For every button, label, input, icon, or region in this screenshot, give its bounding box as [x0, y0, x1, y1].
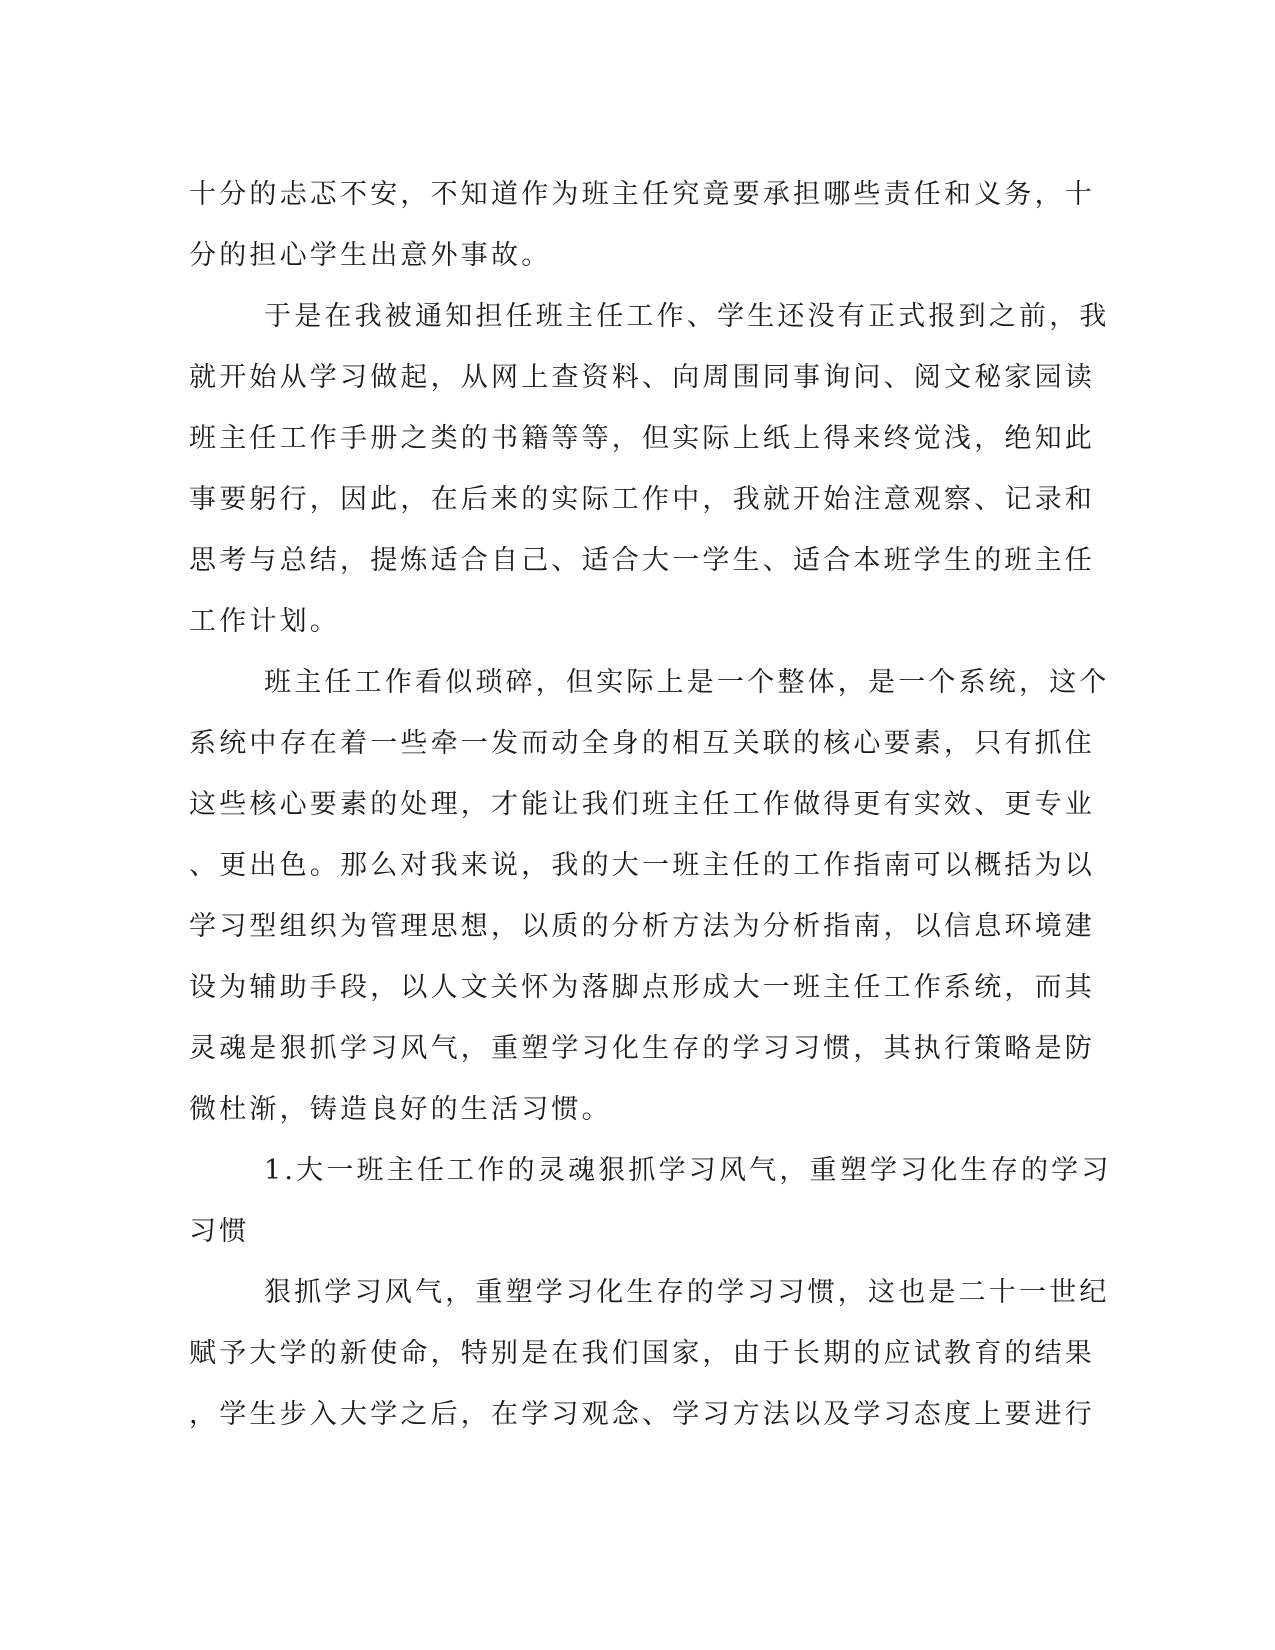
section-heading-line: 1.大一班主任工作的灵魂狠抓学习风气，重塑学习化生存的学习 — [264, 1155, 1112, 1186]
text-line: 微杜渐，铸造良好的生活习惯。 — [189, 1094, 612, 1125]
text-line: 设为辅助手段，以人文关怀为落脚点形成大一班主任工作系统，而其 — [189, 972, 1095, 1003]
text-line: 班主任工作手册之类的书籍等等，但实际上纸上得来终觉浅，绝知此 — [189, 423, 1095, 454]
text-line: 十分的忐忑不安，不知道作为班主任究竟要承担哪些责任和义务，十 — [189, 179, 1095, 210]
text-line: 就开始从学习做起，从网上查资料、向周围同事询问、阅文秘家园读 — [189, 362, 1095, 393]
text-line: 系统中存在着一些牵一发而动全身的相互关联的核心要素，只有抓住 — [189, 728, 1095, 759]
text-line: 灵魂是狠抓学习风气，重塑学习化生存的学习习惯，其执行策略是防 — [189, 1033, 1095, 1064]
text-line: 事要躬行，因此，在后来的实际工作中，我就开始注意观察、记录和 — [189, 484, 1095, 515]
text-line: 这些核心要素的处理，才能让我们班主任工作做得更有实效、更专业 — [189, 789, 1095, 820]
section-heading-line: 习惯 — [189, 1216, 250, 1247]
text-line: 工作计划。 — [189, 606, 340, 637]
text-line: 分的担心学生出意外事故。 — [189, 240, 552, 271]
paragraph-start-line: 班主任工作看似琐碎，但实际上是一个整体，是一个系统，这个 — [264, 667, 1110, 698]
body-text — [189, 164, 1112, 1445]
paragraph-start-line: 狠抓学习风气，重塑学习化生存的学习习惯，这也是二十一世纪 — [264, 1277, 1110, 1308]
text-line: 赋予大学的新使命，特别是在我们国家，由于长期的应试教育的结果 — [189, 1338, 1095, 1369]
text-line: 思考与总结，提炼适合自己、适合大一学生、适合本班学生的班主任 — [189, 545, 1095, 576]
text-line: 、更出色。那么对我来说，我的大一班主任的工作指南可以概括为以 — [189, 850, 1095, 881]
text-line: ，学生步入大学之后，在学习观念、学习方法以及学习态度上要进行 — [189, 1399, 1095, 1430]
paragraph-start-line: 于是在我被通知担任班主任工作、学生还没有正式报到之前，我 — [264, 301, 1110, 332]
text-line: 学习型组织为管理思想，以质的分析方法为分析指南，以信息环境建 — [189, 911, 1095, 942]
